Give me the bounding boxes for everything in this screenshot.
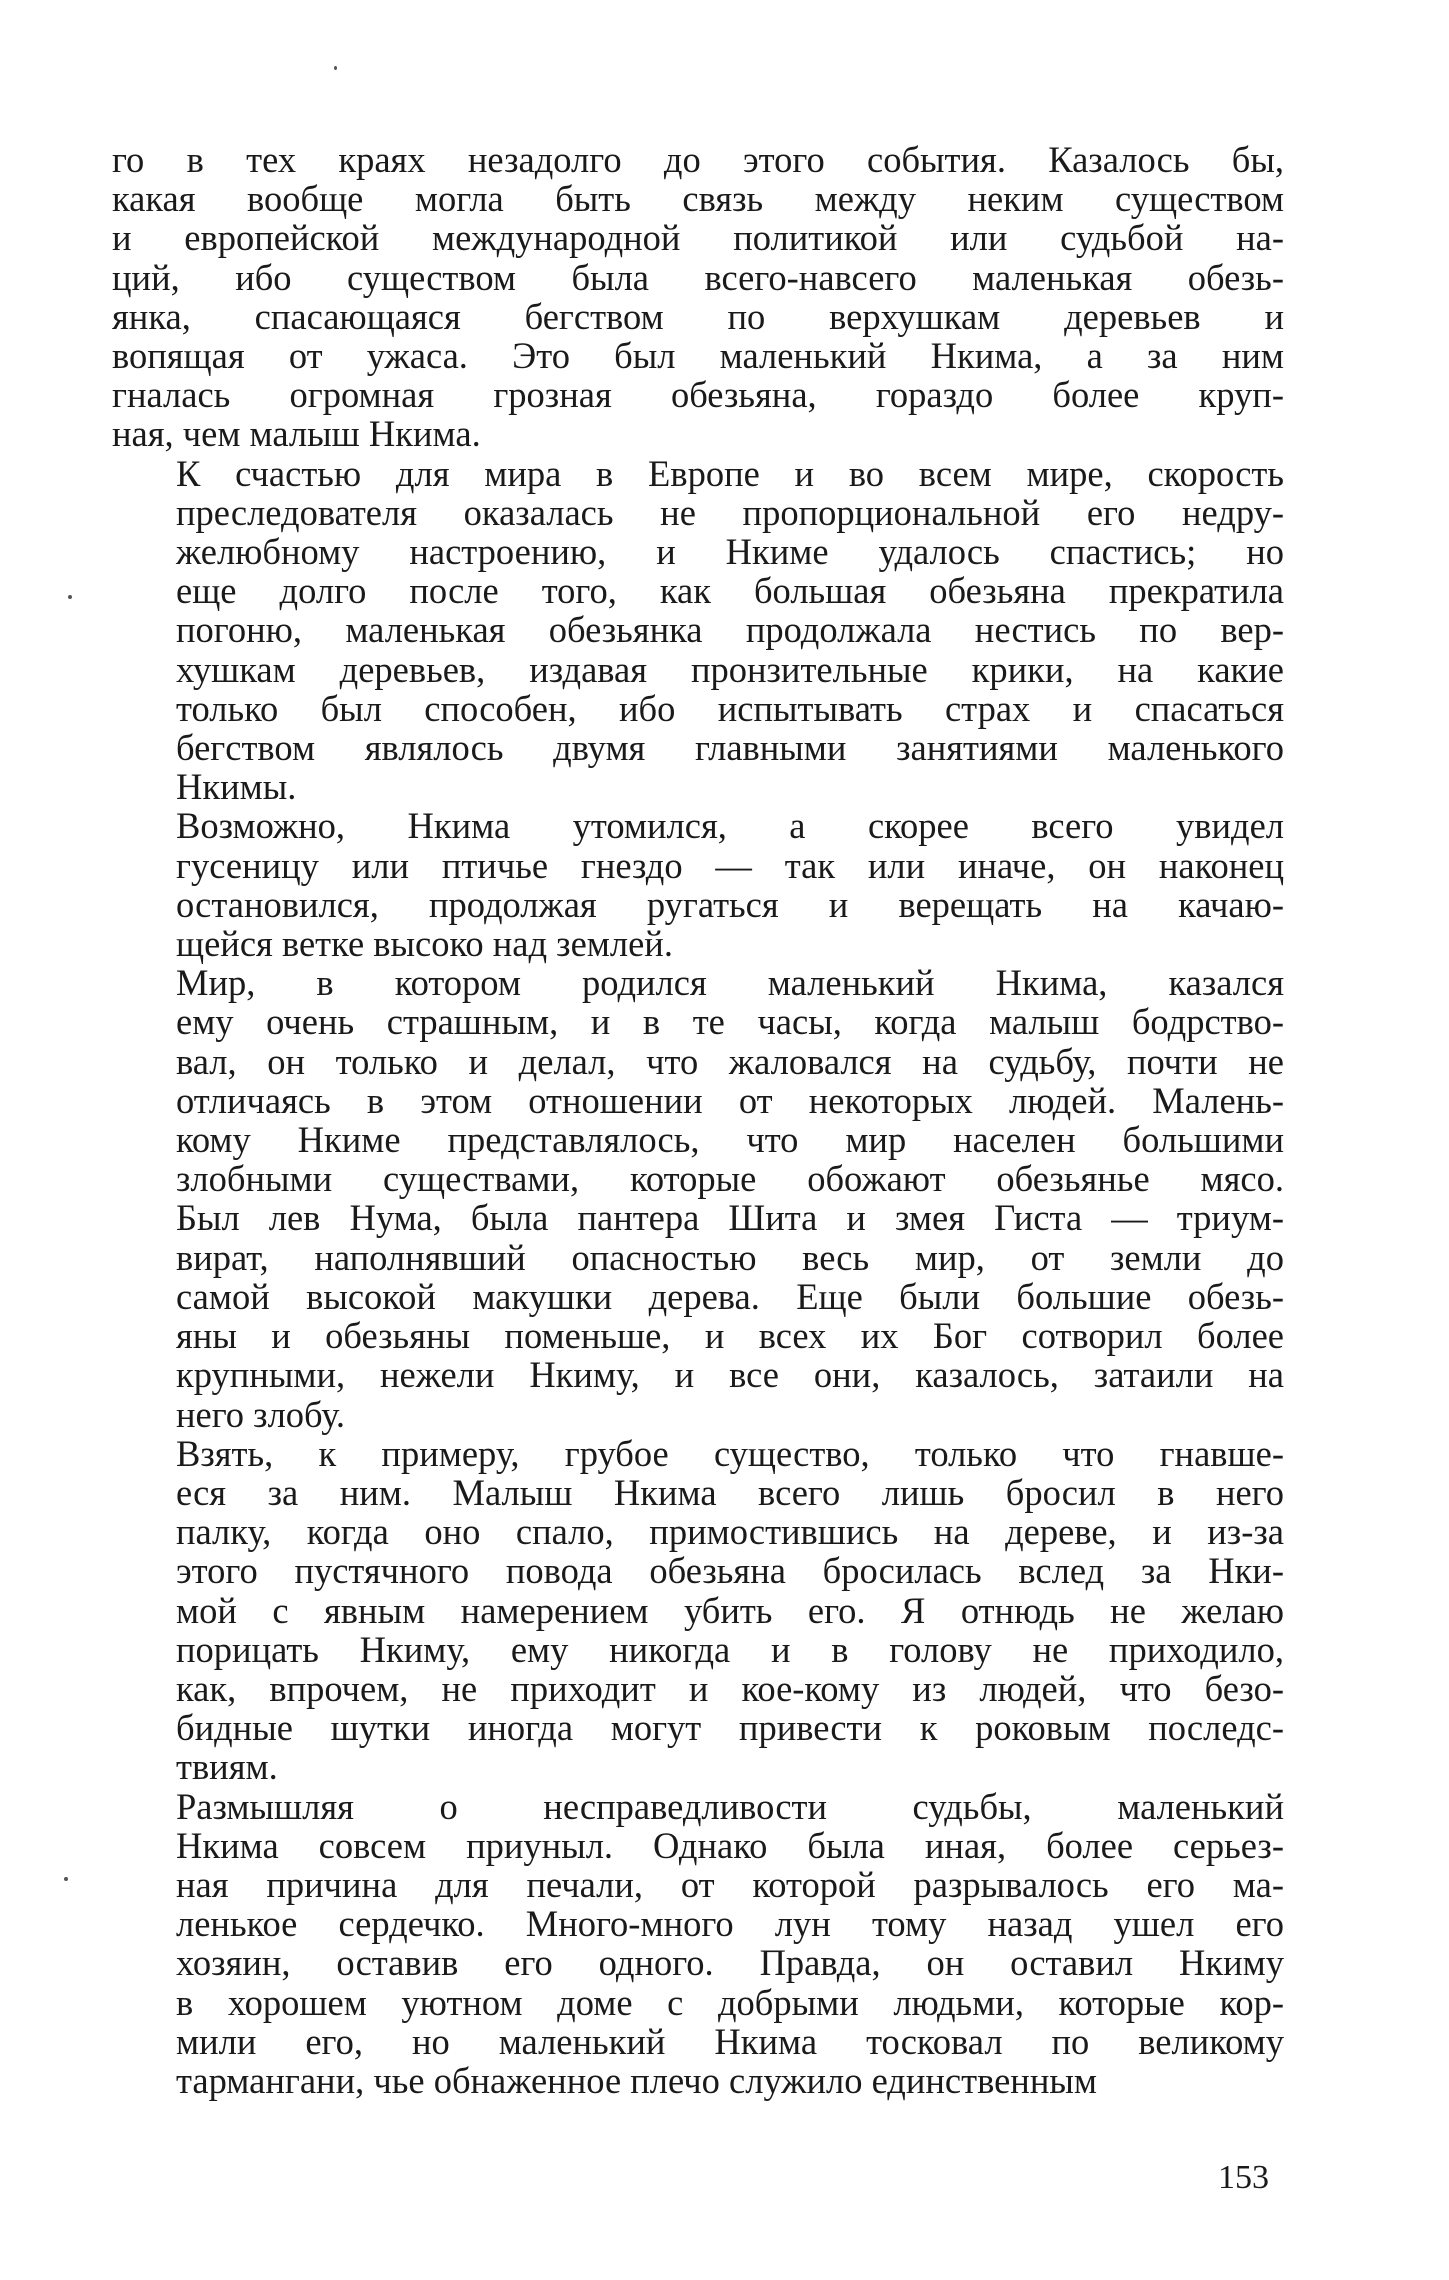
text-line: преследователя оказалась не пропорциональной его недру- <box>176 491 1284 533</box>
text-line: в хорошем уютном доме с добрыми людьми, которые кор- <box>176 1981 1284 2023</box>
scan-speck <box>64 1877 68 1881</box>
text-line: бидные шутки иногда могут привести к роковым последс- <box>176 1707 1284 1749</box>
text-line: Возможно, Нкима утомился, а скорее всего увидел <box>176 805 1284 847</box>
text-line: порицать Нкиму, ему никогда и в голову не приходило, <box>176 1628 1284 1670</box>
paragraph <box>112 1434 1284 1787</box>
text-line: вопящая от ужаса. Это был маленький Нкима, а за ним <box>112 335 1284 377</box>
text-line: самой высокой макушки дерева. Еще были большие обезь- <box>176 1275 1284 1317</box>
text-line: го в тех краях незадолго до этого события. Казалось бы, <box>112 139 1284 180</box>
text-line: янка, спасающаяся бегством по верхушкам деревьев и <box>112 295 1284 337</box>
text-line: хушкам деревьев, издавая пронзительные крики, на какие <box>176 648 1284 690</box>
text-line: какая вообще могла быть связь между неким существом <box>112 178 1284 220</box>
text-line: мили его, но маленький Нкима тосковал по великому <box>176 2020 1284 2062</box>
text-line: яны и обезьяны поменьше, и всех их Бог сотворил более <box>176 1315 1284 1357</box>
text-line: палку, когда оно спало, примостившись на дереве, и из-за <box>176 1511 1284 1553</box>
text-line: погоню, маленькая обезьянка продолжала нестись по вер- <box>176 609 1284 651</box>
text-line: Нкимы. <box>176 766 297 808</box>
page-number: 153 <box>1218 2159 1269 2196</box>
text-line: этого пустячного повода обезьяна бросилась вслед за Нки- <box>176 1550 1284 1592</box>
text-line: ная, чем малыш Нкима. <box>112 413 481 455</box>
text-line: и европейской международной политикой или судьбой на- <box>112 217 1284 259</box>
text-line: крупными, нежели Нкиму, и все они, казалось, затаили на <box>176 1354 1284 1396</box>
text-line: ная причина для печали, от которой разрывалось его ма- <box>176 1863 1284 1905</box>
text-line: ций, ибо существом была всего-навсего маленькая обезь- <box>112 256 1284 298</box>
text-line: кому Нкиме представлялось, что мир населен большими <box>176 1119 1284 1161</box>
text-line: твиям. <box>176 1746 278 1788</box>
text-line: ленькое сердечко. Много-много лун тому назад ушел его <box>176 1903 1284 1945</box>
text-line: остановился, продолжая ругаться и верещать на качаю- <box>176 883 1284 925</box>
text-line: Взять, к примеру, грубое существо, только что гнавше- <box>176 1432 1284 1474</box>
text-line: злобными существами, которые обожают обезьянье мясо. <box>176 1158 1284 1200</box>
scan-speck <box>68 595 72 599</box>
paragraph <box>112 454 1284 807</box>
text-line: еся за ним. Малыш Нкима всего лишь бросил в него <box>176 1471 1284 1513</box>
text-line: тармангани, чье обнаженное плечо служило единственным <box>176 2059 1097 2101</box>
scan-speck <box>334 66 337 70</box>
text-line: вал, он только и делал, что жаловался на судьбу, почти не <box>176 1040 1284 1082</box>
text-line: Нкима совсем приуныл. Однако была иная, более серьез- <box>176 1824 1284 1866</box>
text-line: еще долго после того, как большая обезьяна прекратила <box>176 570 1284 612</box>
text-line: гналась огромная грозная обезьяна, гораздо более круп- <box>112 374 1284 416</box>
text-line: щейся ветке высоко над землей. <box>176 923 673 965</box>
text-line: вират, наполнявший опасностью весь мир, от земли до <box>176 1236 1284 1278</box>
text-line: только был способен, ибо испытывать страх и спасаться <box>176 687 1284 729</box>
text-line: мой с явным намерением убить его. Я отнюдь не желаю <box>176 1589 1284 1631</box>
text-line: Размышляя о несправедливости судьбы, маленький <box>176 1785 1284 1827</box>
text-line: бегством являлось двумя главными занятиями маленького <box>176 727 1284 769</box>
text-line: гусеницу или птичье гнездо — так или иначе, он наконец <box>176 844 1284 886</box>
text-line: него злобу. <box>176 1393 345 1435</box>
body-text <box>112 140 1284 2100</box>
text-line: хозяин, оставив его одного. Правда, он оставил Нкиму <box>176 1942 1284 1984</box>
paragraph <box>112 806 1284 963</box>
text-line: Был лев Нума, была пантера Шита и змея Гиста — триум- <box>176 1197 1284 1239</box>
text-line: Мир, в котором родился маленький Нкима, казался <box>176 962 1284 1004</box>
paragraph <box>112 140 1284 454</box>
text-line: отличаясь в этом отношении от некоторых людей. Малень- <box>176 1079 1284 1121</box>
text-line: К счастью для мира в Европе и во всем мире, скорость <box>176 452 1284 494</box>
paragraph <box>112 963 1284 1433</box>
paragraph <box>112 1787 1284 2101</box>
text-line: как, впрочем, не приходит и кое-кому из людей, что безо- <box>176 1667 1284 1709</box>
text-line: желюбному настроению, и Нкиме удалось спастись; но <box>176 531 1284 573</box>
text-line: ему очень страшным, и в те часы, когда малыш бодрство- <box>176 1001 1284 1043</box>
